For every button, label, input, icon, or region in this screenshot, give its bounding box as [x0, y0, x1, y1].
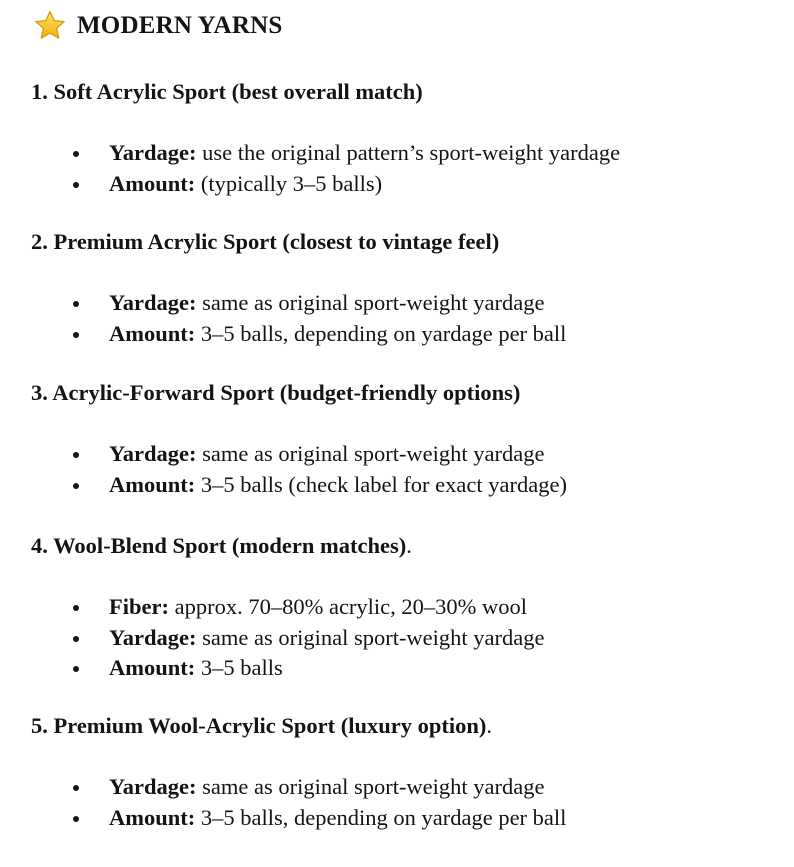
star-icon: [33, 9, 67, 43]
bullet-dot-icon: [73, 151, 79, 157]
list-item: Amount: (typically 3–5 balls): [31, 169, 771, 200]
bullet-dot-icon: [73, 785, 79, 791]
section-heading: 5. Premium Wool-Acrylic Sport (luxury option).: [31, 713, 493, 738]
list-item: Yardage: same as original sport-weight yardage: [31, 288, 771, 319]
bullet-dot-icon: [73, 301, 79, 307]
section-heading: 1. Soft Acrylic Sport (best overall match): [31, 79, 423, 104]
list-item: Amount: 3–5 balls: [31, 653, 771, 684]
section-4: [31, 531, 771, 684]
bullet-dot-icon: [73, 452, 79, 458]
section-heading: 3. Acrylic-Forward Sport (budget-friendly options): [31, 380, 521, 405]
page-title: MODERN YARNS: [77, 12, 283, 39]
list-item: Yardage: use the original pattern’s sport-weight yardage: [31, 138, 771, 169]
section-2: [31, 227, 771, 349]
bullet-dot-icon: [73, 332, 79, 338]
bullet-list: [31, 592, 771, 684]
bullet-dot-icon: [73, 182, 79, 188]
list-item: Fiber: approx. 70–80% acrylic, 20–30% wool: [31, 592, 771, 623]
bullet-dot-icon: [73, 816, 79, 822]
list-item: Yardage: same as original sport-weight yardage: [31, 439, 771, 470]
section-5: [31, 711, 771, 833]
bullet-list: [31, 138, 771, 199]
bullet-list: [31, 288, 771, 349]
list-item: Amount: 3–5 balls (check label for exact yardage): [31, 470, 771, 501]
section-1: [31, 77, 771, 199]
list-item: Amount: 3–5 balls, depending on yardage per ball: [31, 803, 771, 834]
bullet-dot-icon: [73, 483, 79, 489]
bullet-dot-icon: [73, 636, 79, 642]
bullet-dot-icon: [73, 605, 79, 611]
section-heading: 2. Premium Acrylic Sport (closest to vintage feel): [31, 229, 500, 254]
list-item: Yardage: same as original sport-weight yardage: [31, 623, 771, 654]
bullet-list: [31, 772, 771, 833]
title-row: [33, 8, 282, 44]
bullet-dot-icon: [73, 666, 79, 672]
bullet-list: [31, 439, 771, 500]
section-heading: 4. Wool-Blend Sport (modern matches).: [31, 533, 412, 558]
list-item: Yardage: same as original sport-weight yardage: [31, 772, 771, 803]
list-item: Amount: 3–5 balls, depending on yardage per ball: [31, 319, 771, 350]
section-3: [31, 378, 771, 500]
